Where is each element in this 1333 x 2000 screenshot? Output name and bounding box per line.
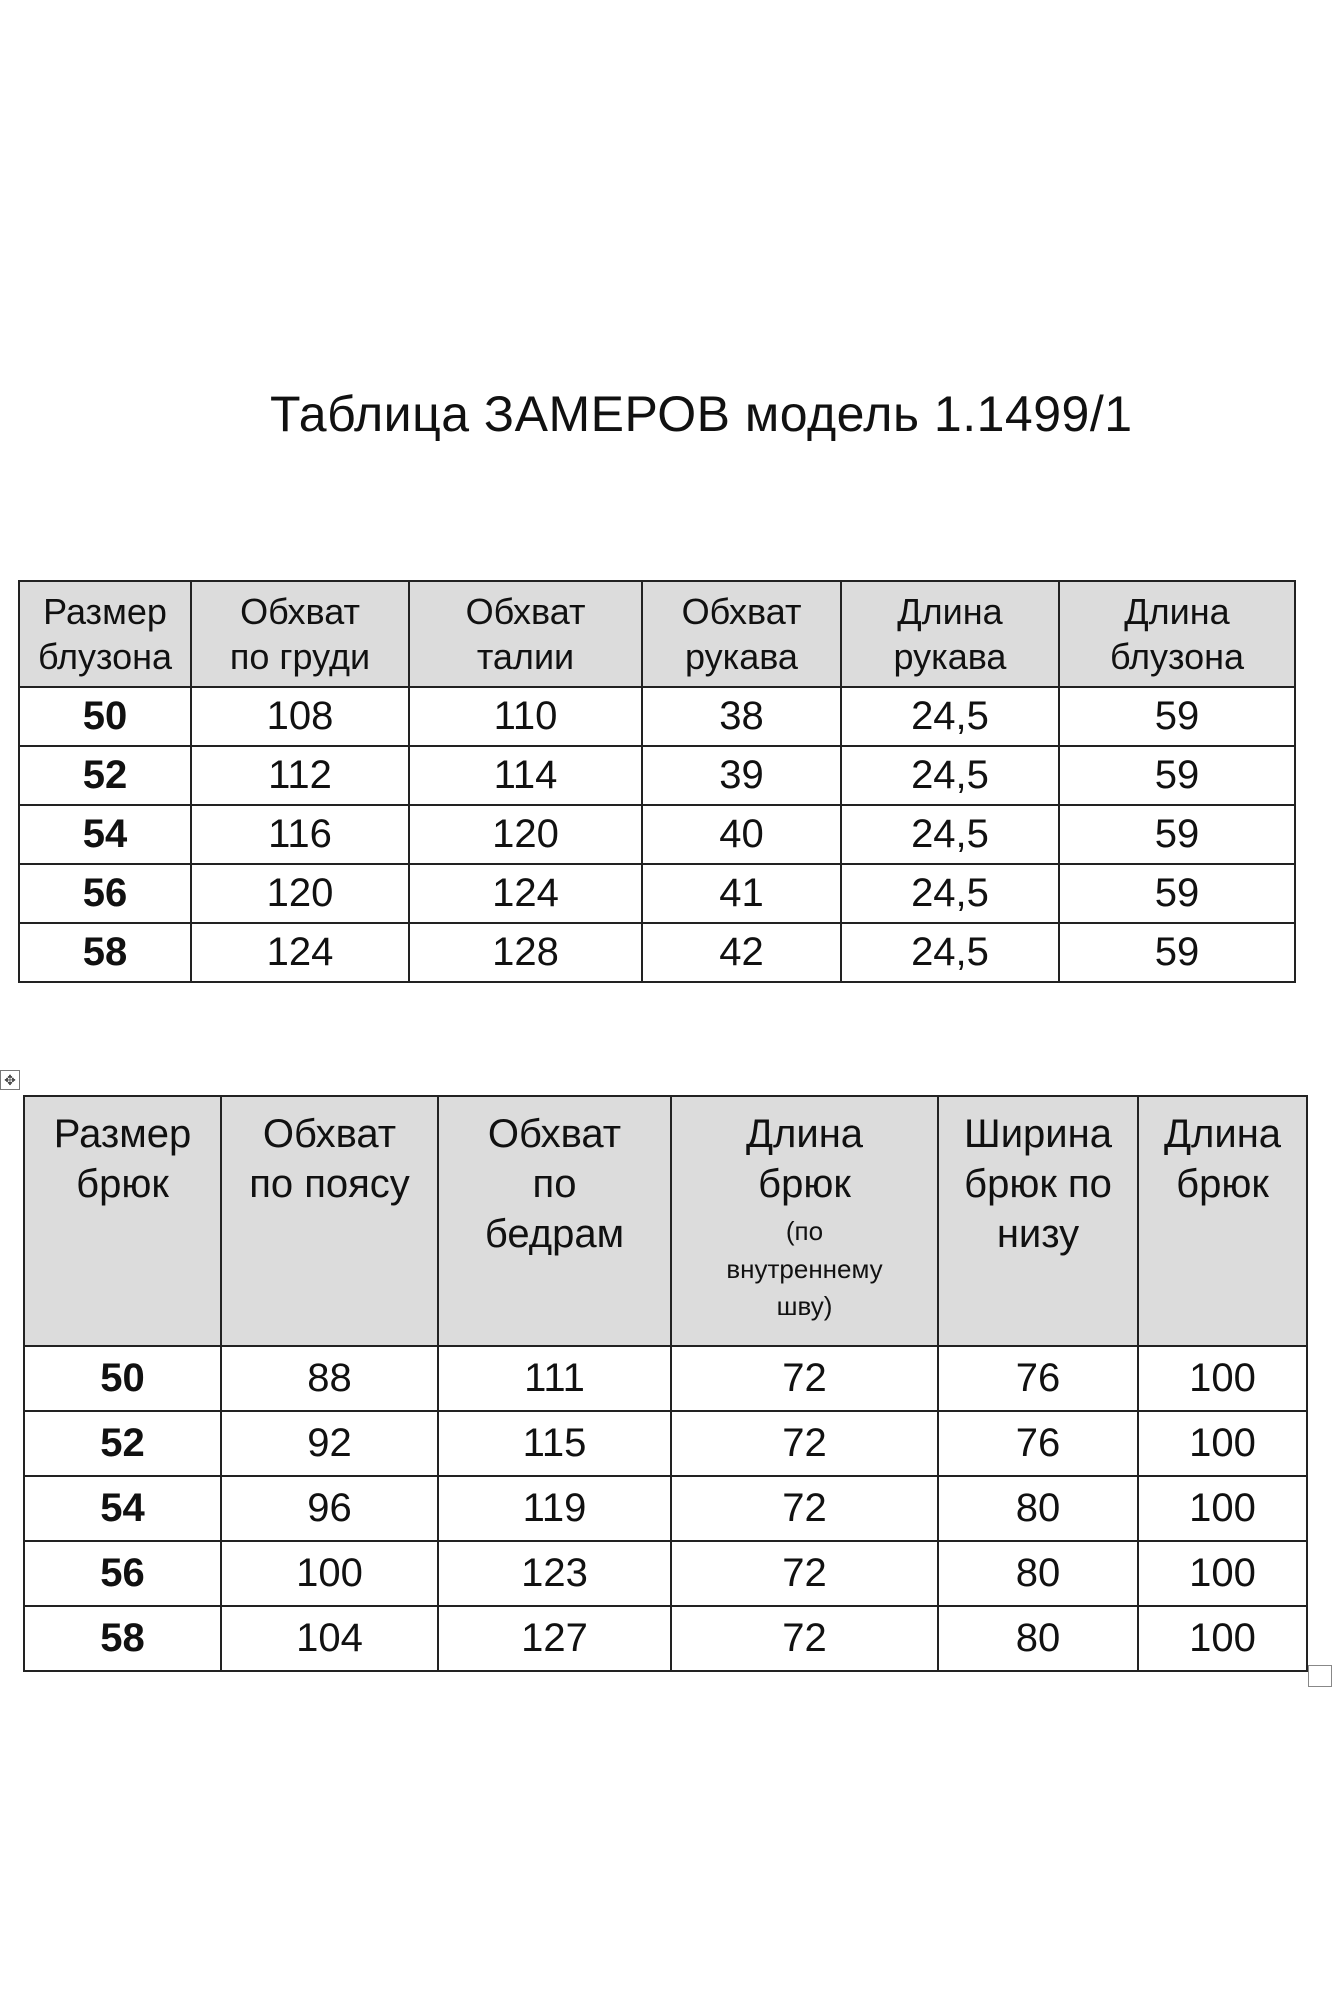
- header-sleeve-length: Длина рукава: [841, 581, 1059, 687]
- table-cell: 108: [191, 687, 409, 746]
- table-cell: 100: [1138, 1541, 1307, 1606]
- table-row: [19, 864, 1295, 923]
- table-cell: 72: [671, 1346, 938, 1411]
- table-cell: 24,5: [841, 923, 1059, 982]
- table-cell: 120: [409, 805, 642, 864]
- table-cell: 80: [938, 1476, 1138, 1541]
- size-cell: 52: [19, 746, 191, 805]
- table-cell: 100: [1138, 1411, 1307, 1476]
- size-cell: 50: [24, 1346, 221, 1411]
- table-cell: 39: [642, 746, 841, 805]
- page-title: Таблица ЗАМЕРОВ модель 1.1499/1: [270, 386, 1133, 442]
- table-row: [19, 923, 1295, 982]
- table-cell: 92: [221, 1411, 438, 1476]
- header-trousers-length: Длина брюк: [1138, 1096, 1307, 1346]
- table-cell: 59: [1059, 687, 1295, 746]
- table-cell: 114: [409, 746, 642, 805]
- inseam-note: (по внутреннему шву): [726, 1216, 883, 1322]
- table-cell: 100: [1138, 1346, 1307, 1411]
- size-cell: 58: [24, 1606, 221, 1671]
- size-cell: 52: [24, 1411, 221, 1476]
- move-cross-icon[interactable]: ✥: [0, 1070, 20, 1090]
- table-row: [24, 1346, 1307, 1411]
- table-cell: 88: [221, 1346, 438, 1411]
- table-cell: 110: [409, 687, 642, 746]
- table-cell: 59: [1059, 864, 1295, 923]
- table-cell: 24,5: [841, 687, 1059, 746]
- size-cell: 54: [19, 805, 191, 864]
- table-row: [24, 1606, 1307, 1671]
- size-cell: 56: [19, 864, 191, 923]
- table-cell: 124: [191, 923, 409, 982]
- header-hip-girth: Обхват по бедрам: [438, 1096, 671, 1346]
- trousers-measurements-table: [23, 1095, 1308, 1672]
- header-waist-girth: Обхват талии: [409, 581, 642, 687]
- table-cell: 76: [938, 1346, 1138, 1411]
- table-cell: 24,5: [841, 864, 1059, 923]
- header-sleeve-girth: Обхват рукава: [642, 581, 841, 687]
- table-cell: 111: [438, 1346, 671, 1411]
- table-cell: 127: [438, 1606, 671, 1671]
- size-cell: 58: [19, 923, 191, 982]
- table-cell: 124: [409, 864, 642, 923]
- table-row: [24, 1411, 1307, 1476]
- blouse-measurements-table: [18, 580, 1296, 983]
- header-blouse-size: Размер блузона: [19, 581, 191, 687]
- table-cell: 42: [642, 923, 841, 982]
- header-chest-girth: Обхват по груди: [191, 581, 409, 687]
- table-cell: 72: [671, 1476, 938, 1541]
- table-cell: 112: [191, 746, 409, 805]
- table-cell: 119: [438, 1476, 671, 1541]
- table-cell: 59: [1059, 805, 1295, 864]
- table-cell: 24,5: [841, 746, 1059, 805]
- table-cell: 123: [438, 1541, 671, 1606]
- resize-corner-icon[interactable]: [1308, 1665, 1332, 1687]
- table-cell: 120: [191, 864, 409, 923]
- header-hem-width: Ширина брюк по низу: [938, 1096, 1138, 1346]
- table-row: [19, 687, 1295, 746]
- table-header-row: [24, 1096, 1307, 1346]
- table-cell: 38: [642, 687, 841, 746]
- table-cell: 24,5: [841, 805, 1059, 864]
- header-waistband-girth: Обхват по поясу: [221, 1096, 438, 1346]
- table-cell: 72: [671, 1606, 938, 1671]
- table-row: [24, 1476, 1307, 1541]
- table-cell: 72: [671, 1541, 938, 1606]
- size-cell: 56: [24, 1541, 221, 1606]
- header-inseam-length: Длина брюк (по внутреннему шву): [671, 1096, 938, 1346]
- table-cell: 115: [438, 1411, 671, 1476]
- table-cell: 40: [642, 805, 841, 864]
- table-row: [24, 1541, 1307, 1606]
- header-trousers-size: Размер брюк: [24, 1096, 221, 1346]
- table-cell: 100: [1138, 1606, 1307, 1671]
- table-cell: 76: [938, 1411, 1138, 1476]
- table-cell: 100: [1138, 1476, 1307, 1541]
- table-row: [19, 746, 1295, 805]
- table-cell: 80: [938, 1606, 1138, 1671]
- table-cell: 59: [1059, 923, 1295, 982]
- table-row: [19, 805, 1295, 864]
- size-cell: 50: [19, 687, 191, 746]
- size-cell: 54: [24, 1476, 221, 1541]
- table-cell: 100: [221, 1541, 438, 1606]
- table-cell: 59: [1059, 746, 1295, 805]
- table-cell: 72: [671, 1411, 938, 1476]
- table-cell: 116: [191, 805, 409, 864]
- table-cell: 128: [409, 923, 642, 982]
- table-cell: 41: [642, 864, 841, 923]
- table-cell: 80: [938, 1541, 1138, 1606]
- table-cell: 104: [221, 1606, 438, 1671]
- table-header-row: [19, 581, 1295, 687]
- table-cell: 96: [221, 1476, 438, 1541]
- header-blouse-length: Длина блузона: [1059, 581, 1295, 687]
